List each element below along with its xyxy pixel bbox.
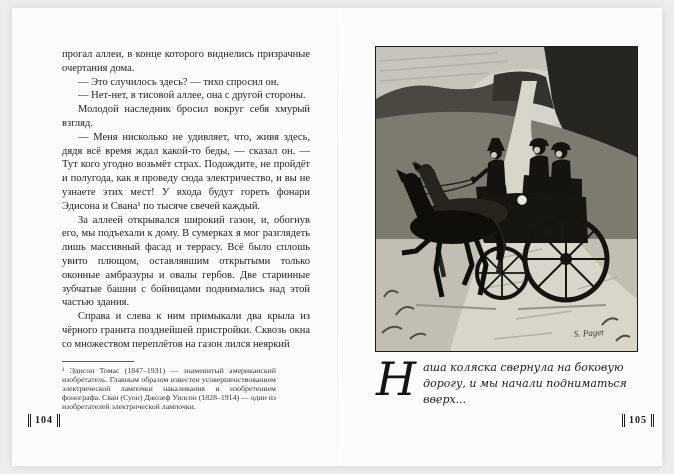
paragraph: За аллеей открывался широкий газон, и, обогнув его, мы подъехали к дому. В сумерках я мог разглядеть лишь массивный фасад и террасу. Всё было сплошь увито плющом, оставлявшим открытыми только оконные амбразуры и овалы гербов. Две старинные зубчатые башни с бойницами поднимались над этой частью здания. bbox=[62, 214, 310, 309]
illustration-caption bbox=[376, 352, 638, 408]
caption-dropcap: Н bbox=[376, 352, 417, 406]
paragraph: Справа и слева к ним примыкали два крыла из чёрного гранита позднейшей пристройки. Сквозь окна со множеством переплётов на газон лился неяркий bbox=[62, 311, 310, 350]
carriage-illustration bbox=[376, 47, 637, 351]
footnote-divider bbox=[62, 361, 134, 362]
page-number-left: 104 bbox=[28, 414, 60, 427]
carriage-lamp bbox=[517, 195, 528, 206]
illustrator-signature: S. Paget bbox=[573, 326, 605, 339]
illustration-frame bbox=[375, 46, 638, 352]
paragraph: — Нет-нет, в тисовой аллее, она с другой стороны. bbox=[78, 90, 306, 102]
paragraph: Молодой наследник бросил вокруг себя хмурый взгляд. bbox=[62, 104, 310, 129]
page-left-text-column bbox=[62, 48, 310, 411]
page-number-right: 105 bbox=[622, 414, 654, 427]
paragraph: — Меня нисколько не удивляет, что, живя здесь, дядя всё время ждал какой-то беды, — сказал он. — Тут кого угодно возьмёт страх. Подождите, не пройдёт и полугода, как я проведу сюда электричество, и вы не узнаете этих мест! У входа будут гореть фонари Эдисона и Свана¹ по тысяче свечей каждый. bbox=[62, 131, 310, 212]
caption-text: аша коляска свернула на боковую дорогу, и мы начали подниматься вверх... bbox=[423, 361, 627, 406]
paragraph: прогал аллеи, в конце которого виднелись призрачные очертания дома. bbox=[62, 49, 310, 74]
footnote: ¹ Эдисон Томас (1847–1931) — знаменитый американский изобретатель. Главным образом известен усовершенствованием электрической лампочки накаливания и изобретением фонографа. Сван (Суон) Джозеф Уилсон (1828–1914) — один из изобретателей электрической лампочки. bbox=[62, 365, 276, 411]
page-fold-divider bbox=[337, 8, 338, 466]
paragraph: — Это случилось здесь? — тихо спросил он. bbox=[78, 76, 279, 88]
